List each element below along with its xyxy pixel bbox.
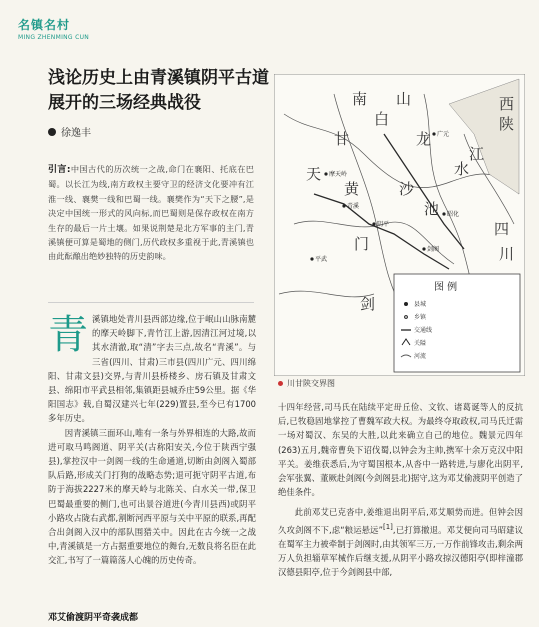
legend-item: 县城 bbox=[414, 301, 427, 308]
place-label: 青溪 bbox=[347, 203, 360, 210]
region-label: 龙 bbox=[416, 130, 432, 148]
title-line-2: 展开的三场经典战役 bbox=[48, 93, 201, 113]
divider bbox=[48, 302, 254, 303]
body-column-right bbox=[278, 400, 523, 579]
region-label: 天 bbox=[306, 165, 322, 183]
column-title: 名镇名村 bbox=[18, 18, 71, 32]
intro-text: 中国古代的历次统一之战,命门在襄阳、托底在巴蜀。以长江为线,南方政权主要守卫的经济文化要冲有江淮一线、襄樊一线和巴蜀一线。襄樊作为“天下之腰”,是决定中国统一形式的风向标,而巴蜀则是保存政权在南方生存的最后一片土壤。如果说荆楚是北方军事的主门,青溪镇便可算是蜀地的侧门,历代政权多重视于此,青溪镇也由此酝酿出绝妙独特的历史韵味。 bbox=[48, 164, 254, 262]
legend-item: 关隘 bbox=[414, 340, 427, 347]
place-label: 剑阁 bbox=[427, 246, 440, 253]
legend-item: 河流 bbox=[414, 353, 427, 360]
region-label: 川 bbox=[499, 245, 515, 263]
place-label: 平武 bbox=[315, 256, 328, 263]
region-label: 四 bbox=[494, 220, 510, 238]
historical-map bbox=[274, 74, 525, 376]
region-label: 江 bbox=[469, 145, 485, 163]
place-label: 摩天岭 bbox=[329, 171, 348, 178]
region-label: 黄 bbox=[344, 180, 360, 198]
body-paragraph bbox=[48, 312, 256, 426]
column-header bbox=[18, 16, 89, 41]
author-line bbox=[48, 124, 91, 139]
title-line-1: 浅论历史上由青溪镇阴平古道 bbox=[48, 68, 269, 88]
legend-title: 图 例 bbox=[434, 282, 458, 293]
region-label: 西 bbox=[499, 95, 515, 113]
region-label: 山 bbox=[396, 90, 412, 108]
body-paragraph bbox=[278, 505, 523, 579]
place-label: 昭化 bbox=[447, 211, 460, 218]
author-name: 徐逸丰 bbox=[61, 128, 91, 139]
place-label: 阴平 bbox=[377, 221, 390, 228]
region-label: 南 bbox=[352, 90, 368, 108]
section-subheading: 邓艾偷渡阴平奇袭成都 bbox=[48, 613, 139, 623]
region-label: 沙 bbox=[399, 180, 415, 198]
body-paragraph: 因青溪镇三面环山,唯有一条与外界相连的大路,故而进可取马鸣阁道、阴平关(古称阳安关,今位于陕西宁强县),掌控汉中一剑阁一线的生命通道,切断由剑阁入蜀部队后路,形成关门打狗的战略态势;退可扼守阴平古道,布防于海拔2227米的摩天岭与北陈关、白水关一带,保卫巴蜀最重要的侧门,也可出景谷道进(今青川县西)或阴平小路攻占陇右武都,割断河西平原与关中平原的联系,再配合出剑阁入汉中的部队围猎关中。因此在古今统一之战中,青溪镇是一方占据重要地位的舞台,无数良将名臣在此交汇,书写了一篇篇荡人心魄的历史传奇。 bbox=[48, 427, 256, 566]
legend-item: 交通线 bbox=[414, 327, 433, 334]
intro-paragraph bbox=[48, 162, 254, 264]
region-label: 甘 bbox=[334, 130, 350, 148]
paragraph-text: ,已打算撤退。邓艾便向司马昭建议在蜀军主力被牵制于剑阁时,由其领军三万,一万作前锋攻击,剩余两万人负担辎草军械作后继支援,从阴平小路攻掠汉德阳亭(即梓潼郡汉德县阳亭,位于今剑阁县中部, bbox=[278, 524, 523, 578]
place-label: 广元 bbox=[437, 131, 450, 138]
region-label: 水 bbox=[454, 160, 470, 178]
map-caption bbox=[278, 378, 335, 389]
body-column-left bbox=[48, 312, 256, 568]
column-subtitle: MING ZHENMING CUN bbox=[18, 34, 90, 41]
region-label: 剑 bbox=[360, 295, 376, 313]
footnote-ref[interactable]: [1] bbox=[383, 522, 393, 531]
region-label: 白 bbox=[374, 110, 390, 128]
caption-bullet-icon bbox=[278, 381, 283, 386]
body-paragraph: 十四年经营,司马氏在陆续平定毌丘俭、文钦、诸葛诞等人的反抗后,已牧稳固地掌控了曹魏军政大权。为最终夺取政权,司马氏迁需一场对蜀汉、东吴的大胜,以此来确立自己的地位。魏景元四年(263)五月,魏帝曹奂下诏伐蜀,以钟会为主帅,携军十余万克汉中阳平关。姜维获悉后,为守蜀国根本,从沓中一路转进,与廖化出阴平,会军张翼、董厥赴剑阁(今剑阁县北)据守,这为邓艾偷渡阴平创造了绝佳条件。 bbox=[278, 402, 523, 498]
intro-label: 引言: bbox=[48, 165, 71, 175]
region-label: 池 bbox=[424, 200, 440, 218]
bullet-icon bbox=[48, 128, 56, 136]
region-label: 陕 bbox=[499, 115, 515, 133]
legend-item: 乡镇 bbox=[414, 314, 427, 321]
paragraph-text: 溪镇地处青川县西部边缘,位于岷山山脉南麓的摩天岭脚下,青竹江上游,因清江河过境,以其水清澈,取“清”字去三点,故名“青溪”。与三省(四川、甘肃)三市县(四川广元、四川绵阳、甘肃文县)交界,与青川县桥楼乡、房石镇及甘肃文县、绵阳市平武县相邻,集镇距县城乔庄59公里。据《华阳国志》载,自蜀汉建兴七年(229)置县,至今已有1700多年历史。 bbox=[48, 314, 256, 424]
caption-text: 川甘陕交界图 bbox=[287, 379, 335, 388]
drop-cap: 青 bbox=[48, 312, 88, 358]
region-label: 门 bbox=[354, 235, 370, 253]
paragraph-text: 此前邓艾已克沓中,姜维退出阴平后,邓艾顺势而进。但钟会因久攻剑阁不下,虑“粮运悬远” bbox=[278, 507, 523, 535]
